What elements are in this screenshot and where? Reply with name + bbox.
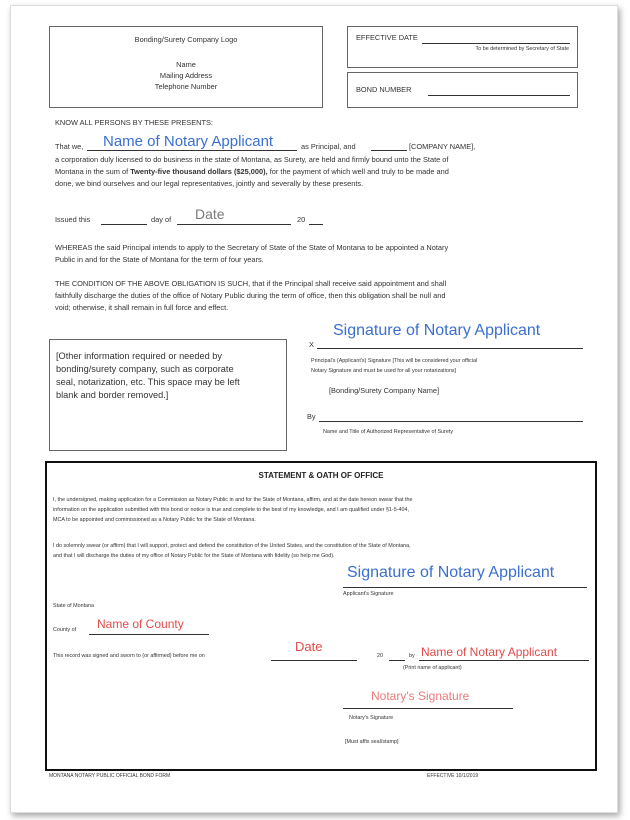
oath-para1-line2: information on the application submitted with this bond or notice is true and complete to the best of my knowledge, and I am qualified under §1-5-404, xyxy=(53,507,409,513)
condition-line1: THE CONDITION OF THE ABOVE OBLIGATION IS SUCH, that if the Principal shall receive said appointment and shall xyxy=(55,279,447,288)
principal-signature-line xyxy=(317,348,583,349)
notary-signature-line xyxy=(343,708,513,709)
day-of: day of xyxy=(151,215,172,224)
principal-name-handwritten: Name of Notary Applicant xyxy=(103,133,274,150)
logo-line: Bonding/Surety Company Logo xyxy=(134,35,238,44)
other-info-box xyxy=(49,339,287,451)
issued-date-handwritten: Date xyxy=(195,206,225,222)
other-info-line: bonding/surety company, such as corporate xyxy=(56,364,234,374)
logo-phone: Telephone Number xyxy=(154,82,218,91)
sworn-date-handwritten: Date xyxy=(295,639,323,654)
principal-sig-caption2: Notary Signature and must be used for all your notarizations] xyxy=(311,368,457,374)
that-we: That we, xyxy=(55,142,84,151)
oath-para2-line2: and that I will discharge the duties of my office of Notary Public for the State of Montana with fidelity (so help me God). xyxy=(53,553,335,559)
principal-line xyxy=(87,150,297,151)
principal-signature-handwritten: Signature of Notary Applicant xyxy=(333,322,541,339)
logo-name: Name xyxy=(176,60,196,69)
bond-amount: Twenty-five thousand dollars ($25,000), xyxy=(130,167,268,176)
print-name-caption: (Print name of applicant) xyxy=(403,665,462,671)
surety-name: [Bonding/Surety Company Name] xyxy=(329,386,440,395)
oath-para2-line1: I do solemnly swear (or affirm) that I will support, protect and defend the constitution of the United States, and the constitution of the State of Montana, xyxy=(53,543,411,549)
para1-text-b: for the payment of which well and truly to be made and xyxy=(269,167,449,176)
oath-signature-handwritten: Signature of Notary Applicant xyxy=(347,564,555,581)
condition-line2: faithfully discharge the duties of the office of Notary Public during the term of office, then this obligation shall be null and xyxy=(55,291,446,300)
county-of: County of xyxy=(53,627,77,633)
authorized-rep-line xyxy=(319,421,583,422)
applicant-name-line xyxy=(419,660,589,661)
company-name: [COMPANY NAME], xyxy=(409,142,476,151)
issued-year-line xyxy=(309,224,323,225)
issued-month-line xyxy=(177,224,291,225)
bond-form-page xyxy=(10,5,618,813)
para1-line1: a corporation duly licensed to do business in the state of Montana, as Surety, are held and firmly bound unto the State of xyxy=(55,155,449,164)
other-info-line: seal, notarization, etc. This space may be left xyxy=(56,377,240,387)
notary-signature-caption: Notary's Signature xyxy=(349,715,394,721)
footer-right: EFFECTIVE 10/1/2019 xyxy=(427,773,479,779)
oath-box xyxy=(45,461,597,771)
sworn-text: This record was signed and sworn to (or affirmed) before me on xyxy=(53,653,205,659)
issued-year: 20 xyxy=(297,215,306,224)
whereas-line2: Public in and for the State of Montana for the term of four years. xyxy=(55,255,264,264)
footer-left: MONTANA NOTARY PUBLIC OFFICIAL BOND FORM xyxy=(49,773,171,779)
other-info-line: blank and border removed.] xyxy=(56,390,169,400)
oath-title: STATEMENT & OATH OF OFFICE xyxy=(258,471,384,480)
company-line xyxy=(371,150,407,151)
company-logo-box xyxy=(49,26,323,108)
effective-date-note: To be determined by Secretary of State xyxy=(475,46,569,52)
sworn-date-line xyxy=(271,660,357,661)
para1-text-a: Montana in the sum of xyxy=(55,167,129,176)
x-mark: X xyxy=(309,340,314,349)
principal-sig-caption1: Principal's (Applicant's) Signature [This will be considered your official xyxy=(311,358,478,364)
whereas-line1: WHEREAS the said Principal intends to apply to the Secretary of State of the State of Montana to be appointed a Notary xyxy=(55,243,449,252)
applicant-sig-caption: Applicant's Signature xyxy=(343,591,394,597)
seal-caption: [Must affix seal/stamp] xyxy=(345,739,399,745)
para1-line3: done, we bind ourselves and our legal representatives, jointly and severally by these presents. xyxy=(55,179,364,188)
authorized-rep-caption: Name and Title of Authorized Representative of Surety xyxy=(323,429,454,435)
oath-signature-line xyxy=(343,587,587,588)
bond-number-label: BOND NUMBER xyxy=(356,85,412,94)
state-of: State of Montana xyxy=(53,603,95,609)
by-label: By xyxy=(307,412,316,421)
sworn-year: 20 xyxy=(377,653,383,659)
condition-line3: void; otherwise, it shall remain in full force and effect. xyxy=(55,303,229,312)
effective-date-label: EFFECTIVE DATE xyxy=(356,33,418,42)
applicant-name-handwritten: Name of Notary Applicant xyxy=(421,645,558,659)
para1-line2 xyxy=(55,167,449,178)
county-line xyxy=(89,634,209,635)
logo-address: Mailing Address xyxy=(159,71,213,80)
oath-para1-line1: I, the undersigned, making application for a Commission as Notary Public in and for the State of Montana, affirm, and at the date hereon swear that the xyxy=(53,497,413,503)
bond-number-box xyxy=(347,72,578,108)
as-principal: as Principal, and xyxy=(301,142,356,151)
other-info-line: [Other information required or needed by xyxy=(56,351,222,361)
bond-number-line xyxy=(428,95,570,96)
county-handwritten: Name of County xyxy=(97,617,184,631)
issued-this: Issued this xyxy=(55,215,91,224)
oath-para1-line3: MCA to be appointed and commissioned as a Notary Public for the State of Montana. xyxy=(53,517,256,523)
effective-date-box xyxy=(347,26,578,68)
sworn-year-line xyxy=(389,660,405,661)
effective-date-line xyxy=(422,43,570,44)
know-all-heading: KNOW ALL PERSONS BY THESE PRESENTS: xyxy=(55,118,213,127)
issued-day-line xyxy=(101,224,147,225)
sworn-by: by xyxy=(409,653,415,659)
notary-signature-handwritten: Notary's Signature xyxy=(371,689,470,703)
